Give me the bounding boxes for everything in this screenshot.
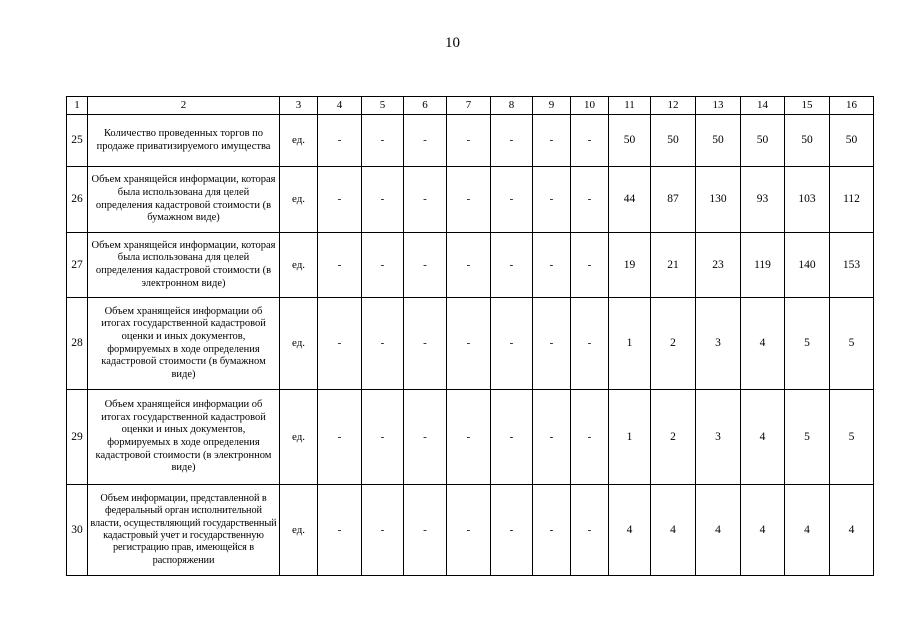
value-cell: - <box>533 233 571 298</box>
column-header: 12 <box>651 97 696 115</box>
value-cell: - <box>571 298 609 390</box>
value-cell: 44 <box>609 167 651 233</box>
value-cell: - <box>362 115 404 167</box>
column-header: 10 <box>571 97 609 115</box>
value-cell: 2 <box>651 298 696 390</box>
value-cell: 112 <box>830 167 874 233</box>
table-row <box>67 115 874 167</box>
value-cell: - <box>318 485 362 576</box>
value-cell: 50 <box>785 115 830 167</box>
value-cell: 5 <box>830 390 874 485</box>
value-cell: 140 <box>785 233 830 298</box>
value-cell: 5 <box>785 298 830 390</box>
value-cell: 4 <box>696 485 741 576</box>
row-description: Объем хранящейся информации, которая была использована для целей определения кадастровой стоимости (в бумажном виде) <box>88 167 280 233</box>
value-cell: - <box>404 115 447 167</box>
value-cell: - <box>533 298 571 390</box>
row-unit: ед. <box>280 485 318 576</box>
value-cell: - <box>318 115 362 167</box>
row-description: Объем хранящейся информации, которая была использована для целей определения кадастровой стоимости (в электронном виде) <box>88 233 280 298</box>
value-cell: - <box>491 390 533 485</box>
value-cell: 93 <box>741 167 785 233</box>
value-cell: - <box>533 485 571 576</box>
column-header: 2 <box>88 97 280 115</box>
value-cell: 4 <box>830 485 874 576</box>
row-number: 28 <box>67 298 88 390</box>
value-cell: 4 <box>741 390 785 485</box>
value-cell: - <box>571 167 609 233</box>
column-header: 3 <box>280 97 318 115</box>
column-header: 15 <box>785 97 830 115</box>
value-cell: 153 <box>830 233 874 298</box>
value-cell: - <box>447 115 491 167</box>
value-cell: 4 <box>741 485 785 576</box>
row-description: Объем хранящейся информации об итогах государственной кадастровой оценки и иных документов, формируемых в ходе определения кадастровой стоимости (в электронном виде) <box>88 390 280 485</box>
value-cell: - <box>533 115 571 167</box>
value-cell: 103 <box>785 167 830 233</box>
row-number: 30 <box>67 485 88 576</box>
value-cell: 50 <box>696 115 741 167</box>
row-description: Объем информации, представленной в федеральный орган исполнительной власти, осуществляющий государственный кадастровый учет и государственную регистрацию прав, имеющейся в распоряжении <box>88 485 280 576</box>
value-cell: 4 <box>785 485 830 576</box>
value-cell: - <box>318 298 362 390</box>
value-cell: 4 <box>651 485 696 576</box>
value-cell: 50 <box>741 115 785 167</box>
value-cell: 5 <box>830 298 874 390</box>
value-cell: - <box>404 298 447 390</box>
value-cell: 1 <box>609 298 651 390</box>
table-row <box>67 390 874 485</box>
value-cell: - <box>404 167 447 233</box>
row-number: 27 <box>67 233 88 298</box>
column-header: 5 <box>362 97 404 115</box>
data-table <box>66 96 874 576</box>
table-row <box>67 485 874 576</box>
value-cell: 87 <box>651 167 696 233</box>
value-cell: - <box>447 167 491 233</box>
value-cell: 50 <box>609 115 651 167</box>
value-cell: 4 <box>741 298 785 390</box>
value-cell: - <box>404 390 447 485</box>
value-cell: - <box>404 485 447 576</box>
value-cell: - <box>491 233 533 298</box>
value-cell: - <box>318 167 362 233</box>
value-cell: - <box>571 233 609 298</box>
value-cell: - <box>362 298 404 390</box>
value-cell: - <box>491 485 533 576</box>
column-header: 7 <box>447 97 491 115</box>
value-cell: 50 <box>830 115 874 167</box>
value-cell: - <box>491 298 533 390</box>
value-cell: 19 <box>609 233 651 298</box>
column-header: 11 <box>609 97 651 115</box>
value-cell: - <box>318 390 362 485</box>
value-cell: 21 <box>651 233 696 298</box>
value-cell: 2 <box>651 390 696 485</box>
column-header: 13 <box>696 97 741 115</box>
column-header: 16 <box>830 97 874 115</box>
column-header: 8 <box>491 97 533 115</box>
value-cell: - <box>447 390 491 485</box>
value-cell: - <box>447 298 491 390</box>
row-unit: ед. <box>280 115 318 167</box>
value-cell: - <box>362 485 404 576</box>
value-cell: - <box>533 390 571 485</box>
row-description: Количество проведенных торгов по продаже приватизируемого имущества <box>88 115 280 167</box>
value-cell: - <box>571 390 609 485</box>
column-header: 14 <box>741 97 785 115</box>
value-cell: - <box>362 390 404 485</box>
value-cell: 3 <box>696 390 741 485</box>
column-header: 6 <box>404 97 447 115</box>
value-cell: 4 <box>609 485 651 576</box>
value-cell: - <box>491 167 533 233</box>
value-cell: - <box>571 115 609 167</box>
table-row <box>67 298 874 390</box>
value-cell: 50 <box>651 115 696 167</box>
column-header: 9 <box>533 97 571 115</box>
value-cell: - <box>362 233 404 298</box>
value-cell: 1 <box>609 390 651 485</box>
value-cell: - <box>533 167 571 233</box>
table-row <box>67 233 874 298</box>
value-cell: 3 <box>696 298 741 390</box>
column-header: 1 <box>67 97 88 115</box>
row-unit: ед. <box>280 233 318 298</box>
value-cell: 5 <box>785 390 830 485</box>
table-row <box>67 167 874 233</box>
row-number: 25 <box>67 115 88 167</box>
value-cell: - <box>318 233 362 298</box>
table-header-row <box>67 97 874 115</box>
column-header: 4 <box>318 97 362 115</box>
value-cell: - <box>362 167 404 233</box>
value-cell: - <box>404 233 447 298</box>
row-description: Объем хранящейся информации об итогах государственной кадастровой оценки и иных документов, формируемых в ходе определения кадастровой стоимости (в бумажном виде) <box>88 298 280 390</box>
value-cell: 130 <box>696 167 741 233</box>
row-number: 26 <box>67 167 88 233</box>
value-cell: 119 <box>741 233 785 298</box>
value-cell: 23 <box>696 233 741 298</box>
value-cell: - <box>571 485 609 576</box>
value-cell: - <box>447 233 491 298</box>
row-unit: ед. <box>280 298 318 390</box>
row-unit: ед. <box>280 390 318 485</box>
row-number: 29 <box>67 390 88 485</box>
page-number: 10 <box>445 35 460 51</box>
value-cell: - <box>447 485 491 576</box>
row-unit: ед. <box>280 167 318 233</box>
value-cell: - <box>491 115 533 167</box>
